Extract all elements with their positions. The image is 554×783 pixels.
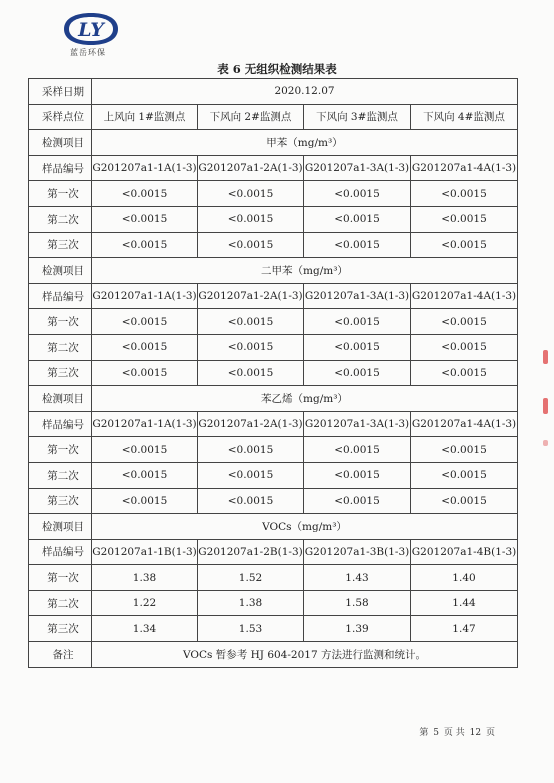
sample-code: G201207a1-4B(1-3) <box>411 539 518 565</box>
row-label: 检测项目 <box>29 258 92 284</box>
sampling-point: 下风向 4#监测点 <box>411 104 518 130</box>
sample-code-row <box>29 283 518 309</box>
sample-code: G201207a1-1B(1-3) <box>92 539 198 565</box>
row-label: 检测项目 <box>29 130 92 156</box>
sample-code-row <box>29 155 518 181</box>
result-value: <0.0015 <box>411 488 518 514</box>
result-value: <0.0015 <box>198 334 304 360</box>
row-label: 第一次 <box>29 309 92 335</box>
sample-code: G201207a1-3A(1-3) <box>304 155 411 181</box>
result-value: 1.38 <box>198 590 304 616</box>
result-value: 1.53 <box>198 616 304 642</box>
stamp-mark <box>543 440 548 446</box>
sampling-date: 2020.12.07 <box>92 79 518 105</box>
result-value: <0.0015 <box>198 232 304 258</box>
row-label: 第一次 <box>29 437 92 463</box>
result-value: <0.0015 <box>92 437 198 463</box>
stamp-mark <box>543 398 548 414</box>
row-label: 第一次 <box>29 565 92 591</box>
stamp-mark <box>543 350 548 364</box>
result-row <box>29 462 518 488</box>
note-text: VOCs 暂参考 HJ 604-2017 方法进行监测和统计。 <box>92 642 518 668</box>
sample-code: G201207a1-4A(1-3) <box>411 283 518 309</box>
result-value: <0.0015 <box>92 462 198 488</box>
sample-code: G201207a1-1A(1-3) <box>92 411 198 437</box>
row-label: 备注 <box>29 642 92 668</box>
result-value: <0.0015 <box>304 232 411 258</box>
result-value: <0.0015 <box>304 309 411 335</box>
result-value: 1.58 <box>304 590 411 616</box>
result-value: <0.0015 <box>304 334 411 360</box>
company-name: 蓝岳环保 <box>70 48 106 57</box>
result-value: 1.43 <box>304 565 411 591</box>
result-value: 1.44 <box>411 590 518 616</box>
result-value: <0.0015 <box>411 232 518 258</box>
result-row <box>29 616 518 642</box>
result-value: <0.0015 <box>92 206 198 232</box>
row-label: 第三次 <box>29 488 92 514</box>
result-value: 1.39 <box>304 616 411 642</box>
result-row <box>29 437 518 463</box>
row-label: 采样日期 <box>29 79 92 105</box>
row-label: 第三次 <box>29 616 92 642</box>
row-label: 第二次 <box>29 590 92 616</box>
test-item: VOCs（mg/m³） <box>92 514 518 540</box>
row-label: 第一次 <box>29 181 92 207</box>
position-row <box>29 104 518 130</box>
sample-code: G201207a1-3A(1-3) <box>304 283 411 309</box>
logo-mark-text: LY <box>78 19 104 41</box>
sample-code-row <box>29 539 518 565</box>
item-row <box>29 514 518 540</box>
row-label: 第三次 <box>29 232 92 258</box>
result-value: <0.0015 <box>92 309 198 335</box>
result-row <box>29 565 518 591</box>
result-value: <0.0015 <box>92 181 198 207</box>
sample-code: G201207a1-2A(1-3) <box>198 155 304 181</box>
result-value: <0.0015 <box>92 360 198 386</box>
result-value: <0.0015 <box>198 437 304 463</box>
result-value: 1.34 <box>92 616 198 642</box>
sample-code: G201207a1-2A(1-3) <box>198 411 304 437</box>
result-value: 1.22 <box>92 590 198 616</box>
sample-code: G201207a1-3A(1-3) <box>304 411 411 437</box>
result-value: <0.0015 <box>198 462 304 488</box>
company-logo <box>62 12 124 58</box>
footer-page: 5 <box>433 728 440 738</box>
result-value: <0.0015 <box>304 360 411 386</box>
row-label: 样品编号 <box>29 283 92 309</box>
result-row <box>29 488 518 514</box>
row-label: 检测项目 <box>29 514 92 540</box>
row-label: 样品编号 <box>29 411 92 437</box>
result-value: <0.0015 <box>411 360 518 386</box>
result-value: <0.0015 <box>411 181 518 207</box>
footer-total: 12 <box>469 728 482 738</box>
row-label: 样品编号 <box>29 155 92 181</box>
sampling-point: 下风向 2#监测点 <box>198 104 304 130</box>
date-row <box>29 79 518 105</box>
footer-suffix: 页 <box>485 728 495 738</box>
test-item: 甲苯（mg/m³） <box>92 130 518 156</box>
test-item: 苯乙烯（mg/m³） <box>92 386 518 412</box>
result-value: 1.40 <box>411 565 518 591</box>
result-value: <0.0015 <box>198 360 304 386</box>
test-item: 二甲苯（mg/m³） <box>92 258 518 284</box>
result-value: <0.0015 <box>304 206 411 232</box>
result-row <box>29 181 518 207</box>
results-table-body <box>29 79 518 668</box>
result-value: <0.0015 <box>198 488 304 514</box>
result-value: <0.0015 <box>304 437 411 463</box>
results-table <box>28 78 518 668</box>
ly-logo-icon <box>62 12 120 46</box>
result-value: <0.0015 <box>411 309 518 335</box>
row-label: 第二次 <box>29 334 92 360</box>
result-value: <0.0015 <box>304 181 411 207</box>
item-row <box>29 386 518 412</box>
result-row <box>29 360 518 386</box>
result-value: <0.0015 <box>198 181 304 207</box>
result-row <box>29 206 518 232</box>
row-label: 第二次 <box>29 206 92 232</box>
result-value: <0.0015 <box>411 462 518 488</box>
result-value: <0.0015 <box>304 488 411 514</box>
sampling-point: 上风向 1#监测点 <box>92 104 198 130</box>
result-value: <0.0015 <box>92 232 198 258</box>
result-value: 1.47 <box>411 616 518 642</box>
row-label: 第二次 <box>29 462 92 488</box>
result-value: <0.0015 <box>198 309 304 335</box>
row-label: 采样点位 <box>29 104 92 130</box>
sample-code: G201207a1-2B(1-3) <box>198 539 304 565</box>
result-value: <0.0015 <box>411 334 518 360</box>
sample-code: G201207a1-4A(1-3) <box>411 411 518 437</box>
item-row <box>29 130 518 156</box>
result-value: <0.0015 <box>411 437 518 463</box>
result-row <box>29 232 518 258</box>
page-footer <box>418 725 496 738</box>
row-label: 检测项目 <box>29 386 92 412</box>
result-value: <0.0015 <box>304 462 411 488</box>
result-row <box>29 590 518 616</box>
row-label: 第三次 <box>29 360 92 386</box>
sample-code: G201207a1-4A(1-3) <box>411 155 518 181</box>
result-value: <0.0015 <box>198 206 304 232</box>
footer-mid: 页 共 <box>443 728 465 738</box>
row-label: 样品编号 <box>29 539 92 565</box>
sample-code-row <box>29 411 518 437</box>
result-row <box>29 309 518 335</box>
sample-code: G201207a1-2A(1-3) <box>198 283 304 309</box>
result-value: <0.0015 <box>92 334 198 360</box>
sample-code: G201207a1-1A(1-3) <box>92 283 198 309</box>
result-value: 1.52 <box>198 565 304 591</box>
sample-code: G201207a1-3B(1-3) <box>304 539 411 565</box>
result-value: 1.38 <box>92 565 198 591</box>
result-value: <0.0015 <box>92 488 198 514</box>
table-caption: 表 6 无组织检测结果表 <box>217 62 337 76</box>
result-value: <0.0015 <box>411 206 518 232</box>
sampling-point: 下风向 3#监测点 <box>304 104 411 130</box>
result-row <box>29 334 518 360</box>
item-row <box>29 258 518 284</box>
footer-prefix: 第 <box>419 728 429 738</box>
sample-code: G201207a1-1A(1-3) <box>92 155 198 181</box>
note-row <box>29 642 518 668</box>
